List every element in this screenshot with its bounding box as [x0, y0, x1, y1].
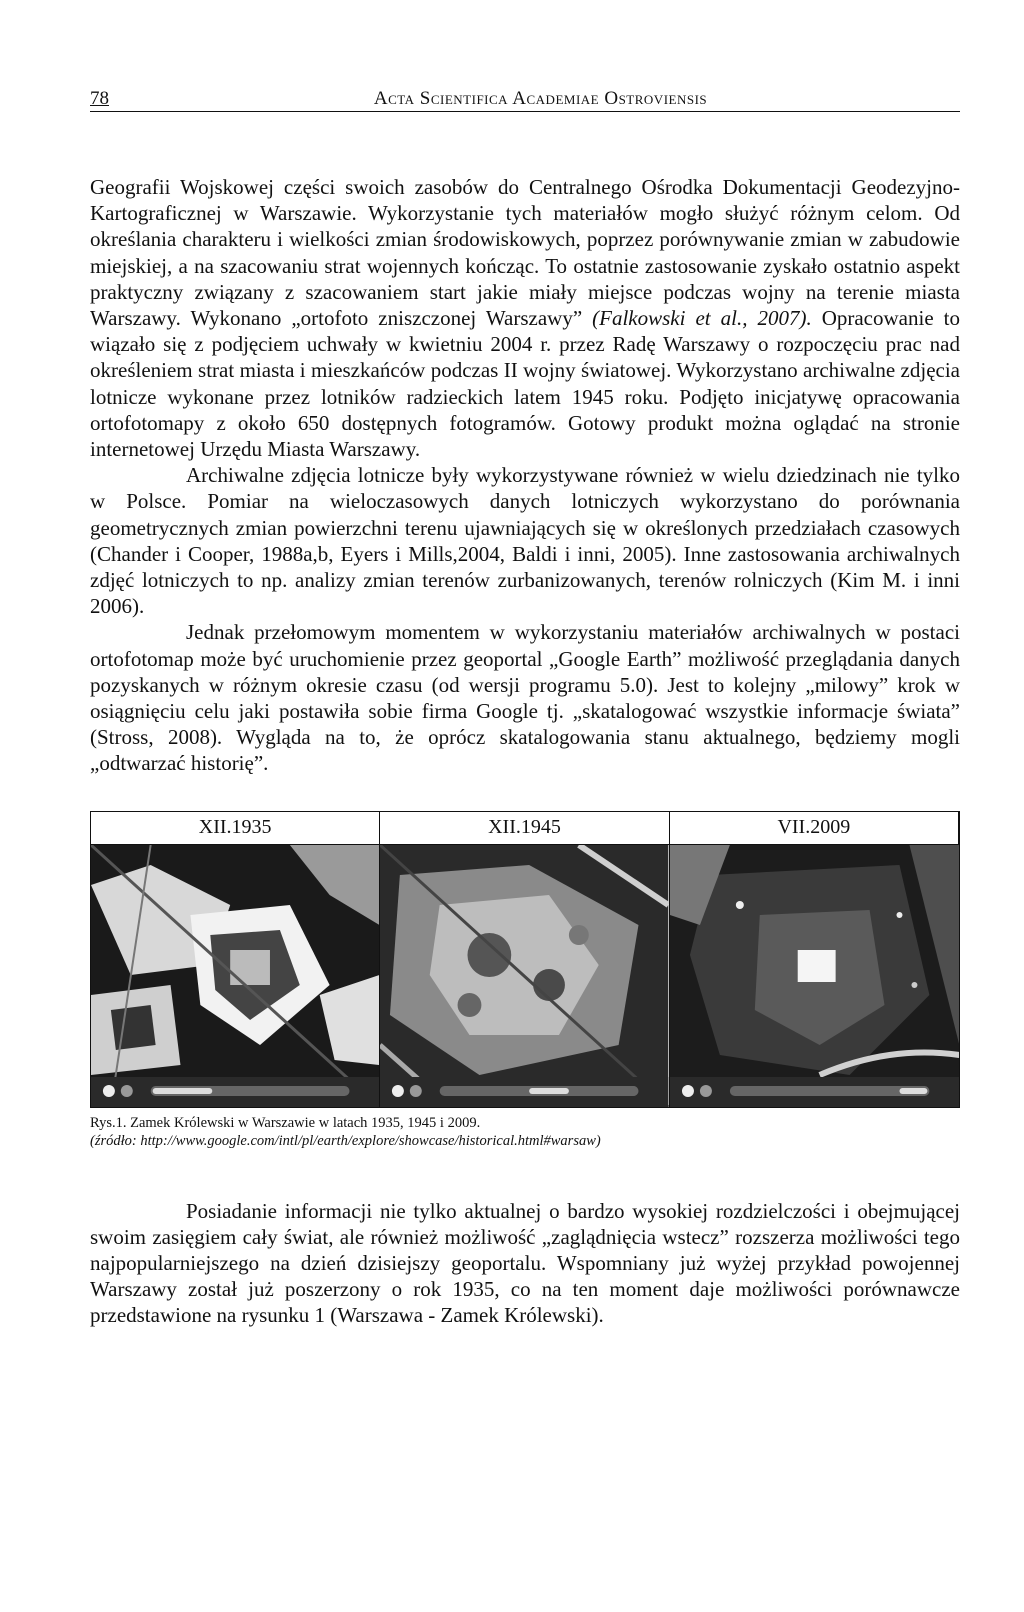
paragraph-3 [90, 619, 960, 776]
text-run: Jednak przełomowym momentem w wykorzystaniu materiałów archiwalnych w postaci ortofotomap może być uruchomienie przez geoportal „Google Earth” możliwość przeglądania danych pozyskanych w różnym okresie czasu (od wersji programu 5.0). Jest to kolejny „milowy” krok w osiągnięciu celu jaki postawiła sobie firma Google tj. „skatalogować wszystkie informacje świata” (Stross, 2008). Wygląda na to, że oprócz skatalogowania stanu aktualnego, będziemy mogli „odtwarzać historię”. [90, 620, 960, 776]
body-text-after-figure [90, 1198, 960, 1329]
figure-caption-source: (źródło: http://www.google.com/intl/pl/earth/explore/showcase/historical.html#warsaw) [90, 1132, 601, 1149]
figure-column-header-1945: XII.1945 [380, 812, 669, 845]
figure-1 [90, 811, 960, 1150]
figure-caption-title: Rys.1. Zamek Królewski w Warszawie w latach 1935, 1945 i 2009. [90, 1114, 481, 1131]
aerial-photo-2009 [670, 845, 959, 1107]
figure-column-header-1935: XII.1935 [91, 812, 380, 845]
journal-title: Acta Scientifica Academiae Ostroviensis [373, 88, 708, 109]
citation-falkowski: (Falkowski et al., 2007). [592, 306, 812, 331]
text-run: Archiwalne zdjęcia lotnicze były wykorzystywane również w wielu dziedzinach nie tylko w Polsce. Pomiar na wieloczasowych danych lotniczych wykorzystano do porównania geometrycznych zmian powierzchni terenu ujawniających się w określonych przedziałach czasowych (Chander i Cooper, 1988a,b, Eyers i Mills,2004, Baldi i inni, 2005). Inne zastosowania archiwalnych zdjęć lotniczych to np. analizy zmian terenów zurbanizowanych, terenów rolniczych (Kim M. i inni 2006). [90, 463, 960, 619]
paragraph-1 [90, 174, 960, 462]
figure-comparison-table [90, 811, 960, 1108]
text-run: Posiadanie informacji nie tylko aktualnej o bardzo wysokiej rozdzielczości i obejmującej swoim zasięgiem cały świat, ale również możliwość „zaglądnięcia wstecz” rozszerza możliwości tego najpopularniejszego na dzień dzisiejszy geoportalu. Wspomniany już wyżej przykład powojennej Warszawy został już poszerzony o rok 1935, co na ten moment daje możliwości porównawcze przedstawione na rysunku 1 (Warszawa - Zamek Królewski). [90, 1198, 960, 1328]
figure-column-header-2009: VII.2009 [670, 812, 959, 845]
running-head [90, 88, 960, 112]
page-number: 78 [90, 88, 109, 109]
figure-caption [90, 1114, 960, 1150]
text-run: Geografii Wojskowej części swoich zasobów do Centralnego Ośrodka Dokumentacji Geodezyjno-Kartograficznej w Warszawie. Wykorzystanie tych materiałów mogło służyć różnym celom. Od określania charakteru i wielkości zmian środowiskowych, poprzez porównywanie zmian w zabudowie miejskiej, a na szacowaniu strat wojennych kończąc. To ostatnie zastosowanie zyskało ostatnio aspekt praktyczny związany z szacowaniem start jakie miały miejsce podczas wojny na terenie miasta Warszawy. Wykonano „ortofoto zniszczonej Warszawy” [90, 175, 960, 331]
body-text-before-figure [90, 174, 960, 777]
aerial-photo-1935 [91, 845, 380, 1107]
text-run: Opracowanie to wiązało się z podjęciem uchwały w kwietniu 2004 r. przez Radę Warszawy o rozpoczęciu prac nad określeniem strat miasta i mieszkańców podczas II wojny światowej. Wykorzystano archiwalne zdjęcia lotnicze wykonane przez lotników radzieckich latem 1945 roku. Podjęto inicjatywę opracowania ortofotomapy z około 650 dostępnych fotogramów. Gotowy produkt można oglądać na stronie internetowej Urzędu Miasta Warszawy. [90, 306, 960, 462]
paragraph-2 [90, 462, 960, 619]
paragraph-4 [90, 1198, 960, 1329]
page [90, 88, 960, 1329]
aerial-photo-1945 [380, 845, 669, 1107]
